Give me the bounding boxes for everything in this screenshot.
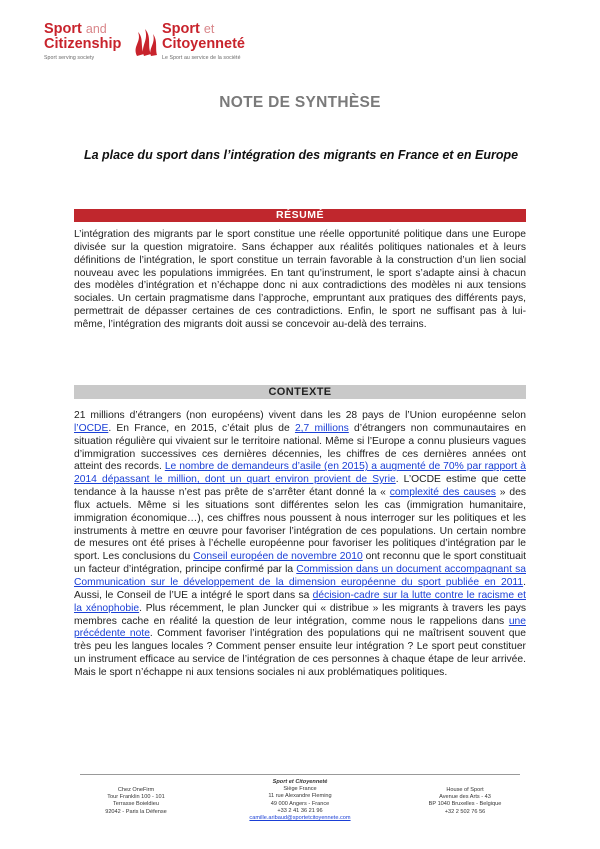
context-text: 21 millions d’étrangers (non européens) vivent dans les 28 pays de l’Union européenne selon <box>74 410 526 421</box>
context-text: » des flux actuels. Même si les situations sont différentes selon les cas (immigration humanitaire, immigration économique…), ces chiffres nous poussent à nous interroger sur les politiques et les instruments à mettre en œuvre pour favoriser l’intégration de ces populations. Un certain nombre de mesures ont été prises à l’échelle européenne pour favoriser les politiques d’intégration par le sport. Les conclusions du <box>74 487 526 563</box>
footer-phone: +33 2 41 36 21 96 <box>277 807 323 814</box>
logo-en-word2: Citizenship <box>44 36 122 52</box>
flame-logo-icon <box>132 24 158 58</box>
footer-phone: +32 2 502 76 56 <box>444 808 486 815</box>
context-text: . L’OCDE estime que cette tendance à la hausse n’est pas prête de s’arrêter étant donné la « <box>74 474 526 499</box>
link-commission-document[interactable]: Commission dans un document accompagnant sa Communication sur le développement de la dimension européenne du sport publiée en 2011 <box>74 564 526 588</box>
footer-line: Tour Franklin 100 - 101 <box>107 794 165 801</box>
footer-line: Terrasse Boieldieu <box>112 801 160 808</box>
link-conseil-europeen[interactable]: Conseil européen de novembre 2010 <box>193 551 363 563</box>
logo-sport-and-citizenship <box>44 22 121 61</box>
footer-divider <box>80 774 520 775</box>
logo-en-tagline: Sport serving society <box>44 55 95 61</box>
logo-fr-tagline: Le Sport au service de la société <box>162 55 241 61</box>
context-text: . Aussi, le Conseil de l’UE a intégré le sport dans sa <box>74 576 526 601</box>
context-body <box>74 410 526 680</box>
footer-line: Chez OneFirm <box>117 787 155 793</box>
link-precedente-note[interactable]: une précédente note <box>74 615 526 640</box>
logo-fr-word1: Sport <box>162 21 200 37</box>
context-text: . En France, en 2015, c’était plus de <box>108 422 295 434</box>
footer-address-angers <box>228 779 372 822</box>
document-title: NOTE DE SYNTHÈSE <box>219 94 381 111</box>
footer-line: BP 1040 Bruxelles - Belgique <box>428 801 502 808</box>
summary-heading: RÉSUMÉ <box>74 209 526 222</box>
logo-fr-amp: et <box>203 22 215 36</box>
footer-line: 92042 - Paris la Défense <box>105 808 167 815</box>
link-ocde[interactable]: l’OCDE <box>74 422 109 434</box>
context-heading: CONTEXTE <box>74 385 526 399</box>
link-decision-cadre[interactable]: décision-cadre sur la lutte contre le racisme et la xénophobie <box>74 589 526 614</box>
context-text: . Comment favoriser l’intégration des populations qui ne maîtrisent souvent que très peu les langues locales ? Comment penser ensuite leur intégration ? Le sport peut constituer un instrument efficace au service de l’intégration de ces personnes à chaque étape de leur arrivée. Mais le sport n’échappe ni aux tensions sociales ni aux problématiques politiques. <box>74 628 526 678</box>
context-text: ont reconnu que le sport constituait un facteur d’intégration, principe confirmé par la <box>74 551 526 576</box>
logo-en-amp: and <box>85 22 107 36</box>
footer-address-brussels <box>420 787 510 816</box>
logo-en-word1: Sport <box>44 21 82 37</box>
summary-body: L’intégration des migrants par le sport constitue une réelle opportunité politique dans une Europe divisée sur la question migratoire. Sans échapper aux réalités politiques nationales et à leurs définitions de l’intégration, le sport constitue un terrain favorable à la construction d’un lien social nouveau avec les populations immigrées. En tant qu’instrument, le sport s’adapte ainsi à chacun des modèles d’intégration et n’échappe donc ni aux contradictions des modèles ni aux tensions sociales. Un certain pragmatisme dans l’approche, empruntant aux pratiques des différents pays, permettrait de dépasser certaines de ces contradictions. Enfin, le sport ne suffisant pas à lui-même, l’intégration des migrants doit aussi se concevoir au-delà des terrains. <box>74 229 526 330</box>
footer-org-name: Sport et Citoyenneté <box>272 779 328 785</box>
logo-fr-word2: Citoyenneté <box>162 36 245 52</box>
footer-line: Siège France <box>283 786 317 793</box>
context-text: d’étrangers non communautaires en situation régulière qui vivaient sur le territoire national. Même si l’Europe a connu plusieurs vagues d’immigration successives ces dernières décennies, les chiffres de ces dernières années ont atteint des records. <box>74 422 526 473</box>
document-subtitle: La place du sport dans l’intégration des migrants en France et en Europe <box>83 148 519 162</box>
footer-line: Avenue des Arts - 43 <box>439 794 491 801</box>
link-2-7-millions[interactable]: 2,7 millions <box>294 422 349 434</box>
link-complexite-des-causes[interactable]: complexité des causes <box>389 487 496 499</box>
footer-line: House of Sport <box>446 787 484 793</box>
link-demandeurs-asile[interactable]: Le nombre de demandeurs d’asile (en 2015) a augmenté de 70% par rapport à 2014 dépassant le million, dont un quart environ provient de Syrie <box>74 461 526 486</box>
footer-line: 49 000 Angers - France <box>270 800 330 807</box>
logo-sport-et-citoyennete <box>162 22 245 61</box>
footer-address-paris <box>96 787 176 816</box>
footer-line: 11 rue Alexandre Fleming <box>268 793 332 800</box>
footer-email-link[interactable]: camille.aribaud@sportetcitoyennete.com <box>249 815 351 822</box>
context-text: . Plus récemment, le plan Juncker qui « distribue » les migrants à travers les pays membres cache en réalité la question de leur intégration, comme nous le rappelions dans <box>74 602 527 627</box>
